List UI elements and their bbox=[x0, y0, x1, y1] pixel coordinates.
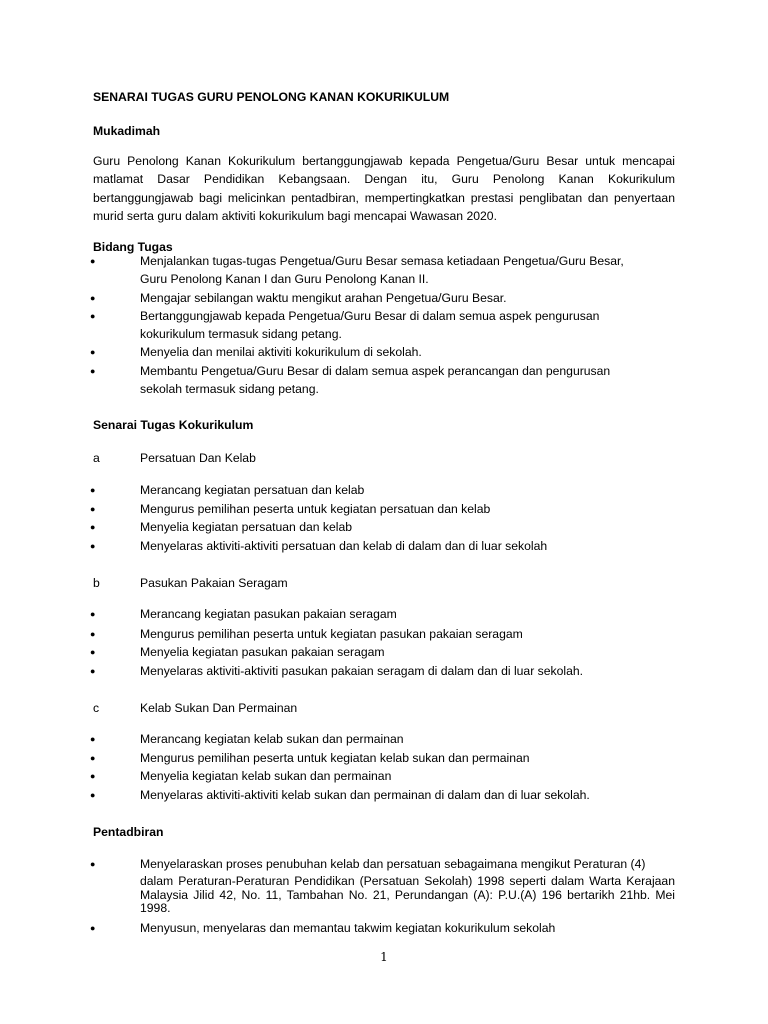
bullet-icon: ● bbox=[90, 859, 96, 869]
list-item-line: Menyelaraskan proses penubuhan kelab dan persatuan sebagaimana mengikut Peraturan (4) bbox=[140, 857, 646, 871]
bullet-icon: ● bbox=[90, 753, 96, 763]
senarai-tugas-heading: Senarai Tugas Kokurikulum bbox=[93, 418, 254, 432]
list-item: Menyelaras aktiviti-aktiviti kelab sukan dan permainan di dalam dan di luar sekolah. bbox=[140, 788, 590, 802]
list-item: Mengurus pemilihan peserta untuk kegiatan pasukan pakaian seragam bbox=[140, 627, 523, 641]
bullet-icon: ● bbox=[90, 629, 96, 639]
document-title: SENARAI TUGAS GURU PENOLONG KANAN KOKURIKULUM bbox=[93, 90, 450, 104]
bidang-tugas-heading: Bidang Tugas bbox=[93, 240, 173, 254]
bullet-icon: ● bbox=[90, 347, 96, 357]
page-number: 1 bbox=[380, 950, 388, 964]
list-item: Menyelia kegiatan persatuan dan kelab bbox=[140, 520, 353, 534]
list-item-line: Menyelia dan menilai aktiviti kokurikulum di sekolah. bbox=[140, 345, 422, 359]
section-title: Pasukan Pakaian Seragam bbox=[140, 576, 288, 590]
bullet-icon: ● bbox=[90, 256, 96, 266]
bullet-icon: ● bbox=[90, 311, 96, 321]
list-item: Merancang kegiatan pasukan pakaian seragam bbox=[140, 607, 397, 621]
bullet-icon: ● bbox=[90, 504, 96, 514]
list-item-line: kokurikulum termasuk sidang petang. bbox=[140, 327, 342, 341]
list-item: Merancang kegiatan kelab sukan dan permainan bbox=[140, 732, 404, 746]
section-title: Kelab Sukan Dan Permainan bbox=[140, 701, 298, 715]
list-item-line: Menjalankan tugas-tugas Pengetua/Guru Besar semasa ketiadaan Pengetua/Guru Besar, bbox=[140, 254, 624, 268]
list-item-line: Bertanggungjawab kepada Pengetua/Guru Besar di dalam semua aspek pengurusan bbox=[140, 309, 600, 323]
section-letter: a bbox=[93, 451, 100, 465]
bullet-icon: ● bbox=[90, 923, 96, 933]
list-item: Menyelia kegiatan kelab sukan dan permainan bbox=[140, 769, 392, 783]
bullet-icon: ● bbox=[90, 771, 96, 781]
section-letter: b bbox=[93, 576, 100, 590]
bullet-icon: ● bbox=[90, 790, 96, 800]
section-title: Persatuan Dan Kelab bbox=[140, 451, 256, 465]
bullet-icon: ● bbox=[90, 734, 96, 744]
list-item: Menyelaras aktiviti-aktiviti pasukan pakaian seragam di dalam dan di luar sekolah. bbox=[140, 664, 584, 678]
list-item-line: Guru Penolong Kanan I dan Guru Penolong Kanan II. bbox=[140, 272, 429, 286]
list-item-paragraph: dalam Peraturan-Peraturan Pendidikan (Persatuan Sekolah) 1998 seperti dalam Warta Kerajaan Malaysia Jilid 42, No. 11, Tambahan No. 21, Perundangan (A): P.U.(A) 196 bertarikh 21hb. Mei 1998. bbox=[140, 874, 675, 915]
mukadimah-heading: Mukadimah bbox=[93, 124, 161, 138]
list-item: Mengurus pemilihan peserta untuk kegiatan persatuan dan kelab bbox=[140, 502, 491, 516]
list-item-line: Membantu Pengetua/Guru Besar di dalam semua aspek perancangan dan pengurusan bbox=[140, 364, 611, 378]
section-letter: c bbox=[93, 701, 100, 715]
list-item: Menyelaras aktiviti-aktiviti persatuan dan kelab di dalam dan di luar sekolah bbox=[140, 539, 548, 553]
mukadimah-paragraph: Guru Penolong Kanan Kokurikulum bertanggungjawab kepada Pengetua/Guru Besar untuk mencapai matlamat Dasar Pendidikan Kebangsaan. Dengan itu, Guru Penolong Kanan Kokurikulum bertanggungjawab bagi melicinkan pentadbiran, mempertingkatkan prestasi penglibatan dan penyertaan murid serta guru dalam aktiviti kokurikulum bagi mencapai Wawasan 2020. bbox=[93, 154, 675, 224]
list-item-line: Mengajar sebilangan waktu mengikut arahan Pengetua/Guru Besar. bbox=[140, 291, 507, 305]
list-item: Merancang kegiatan persatuan dan kelab bbox=[140, 483, 365, 497]
list-item: Mengurus pemilihan peserta untuk kegiatan kelab sukan dan permainan bbox=[140, 751, 530, 765]
bullet-icon: ● bbox=[90, 647, 96, 657]
bullet-icon: ● bbox=[90, 485, 96, 495]
list-item: Menyusun, menyelaras dan memantau takwim kegiatan kokurikulum sekolah bbox=[140, 921, 556, 935]
bullet-icon: ● bbox=[90, 541, 96, 551]
bullet-icon: ● bbox=[90, 666, 96, 676]
list-item: Menyelia kegiatan pasukan pakaian seragam bbox=[140, 645, 385, 659]
bullet-icon: ● bbox=[90, 522, 96, 532]
bullet-icon: ● bbox=[90, 366, 96, 376]
pentadbiran-heading: Pentadbiran bbox=[93, 825, 164, 839]
bullet-icon: ● bbox=[90, 293, 96, 303]
bullet-icon: ● bbox=[90, 609, 96, 619]
list-item-line: sekolah termasuk sidang petang. bbox=[140, 382, 319, 396]
